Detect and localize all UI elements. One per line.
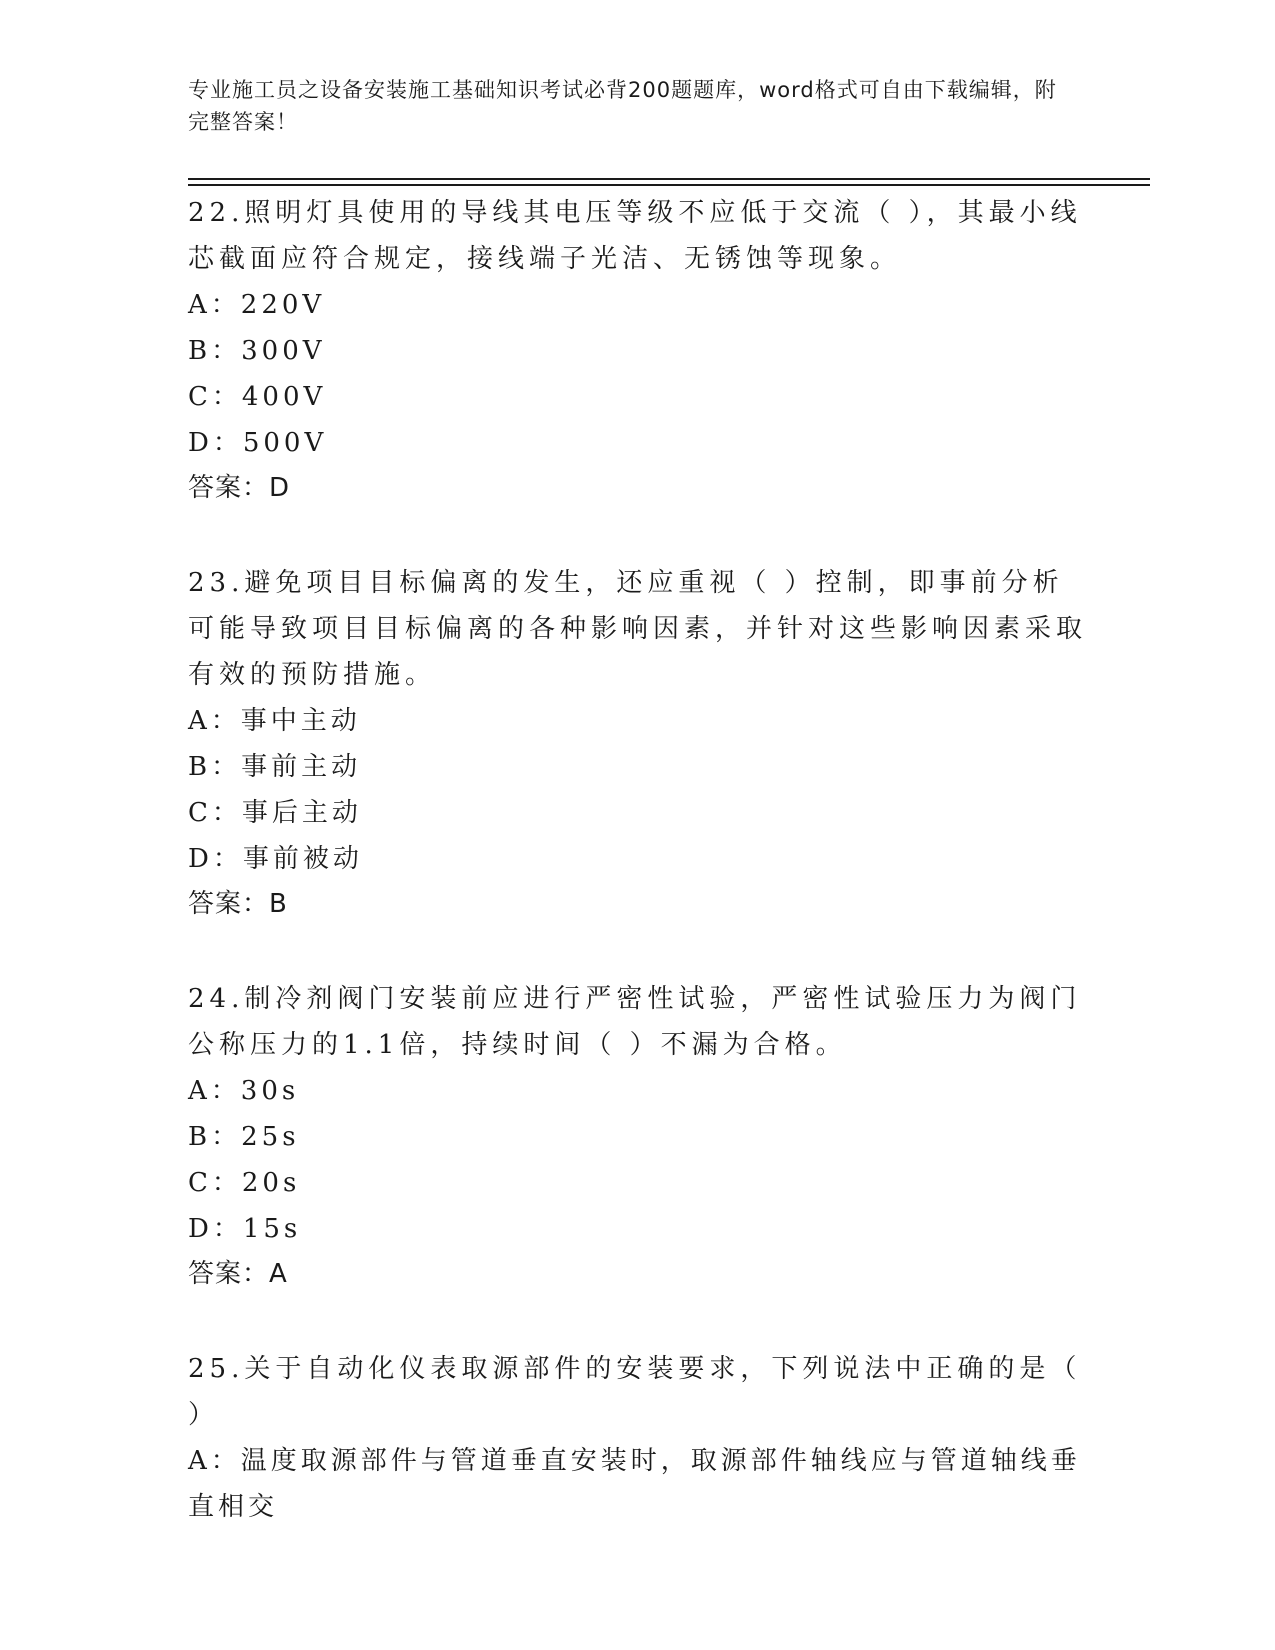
option-a: A：30s bbox=[188, 1076, 300, 1106]
question-stem: 23.避免项目目标偏离的发生，还应重视（ ）控制，即事前分析可能导致项目目标偏离的各种影响因素，并针对这些影响因素采取有效的预防措施。 bbox=[188, 568, 1088, 690]
option-b: B：事前主动 bbox=[188, 752, 362, 782]
option-b: B：25s bbox=[188, 1122, 300, 1152]
option-a: A：事中主动 bbox=[188, 706, 361, 736]
question-22 bbox=[188, 190, 1088, 510]
question-24 bbox=[188, 976, 1088, 1296]
option-c: C：事后主动 bbox=[188, 798, 362, 828]
header-divider-top bbox=[188, 178, 1150, 180]
document-header bbox=[188, 74, 1068, 138]
option-d: D：500V bbox=[188, 428, 328, 458]
question-list bbox=[188, 190, 1088, 1580]
option-a: A：温度取源部件与管道垂直安装时，取源部件轴线应与管道轴线垂直相交 bbox=[188, 1446, 1081, 1522]
question-23 bbox=[188, 560, 1088, 926]
answer-line: 答案：A bbox=[188, 1259, 288, 1289]
option-c: C：400V bbox=[188, 382, 327, 412]
question-stem: 25.关于自动化仪表取源部件的安装要求，下列说法中正确的是（ ） bbox=[188, 1354, 1082, 1430]
header-divider-bottom bbox=[188, 184, 1150, 186]
answer-line: 答案：B bbox=[188, 889, 288, 919]
option-a: A：220V bbox=[188, 290, 326, 320]
option-c: C：20s bbox=[188, 1168, 301, 1198]
answer-line: 答案：D bbox=[188, 473, 291, 503]
option-d: D：事前被动 bbox=[188, 844, 363, 874]
option-d: D：15s bbox=[188, 1214, 302, 1244]
option-b: B：300V bbox=[188, 336, 326, 366]
question-stem: 22.照明灯具使用的导线其电压等级不应低于交流（ ），其最小线芯截面应符合规定，接线端子光洁、无锈蚀等现象。 bbox=[188, 198, 1082, 274]
header-title: 专业施工员之设备安装施工基础知识考试必背200题题库，word格式可自由下载编辑，附完整答案！ bbox=[188, 78, 1057, 134]
question-25 bbox=[188, 1346, 1088, 1530]
question-stem: 24.制冷剂阀门安装前应进行严密性试验，严密性试验压力为阀门公称压力的1.1倍，持续时间（ ）不漏为合格。 bbox=[188, 984, 1082, 1060]
